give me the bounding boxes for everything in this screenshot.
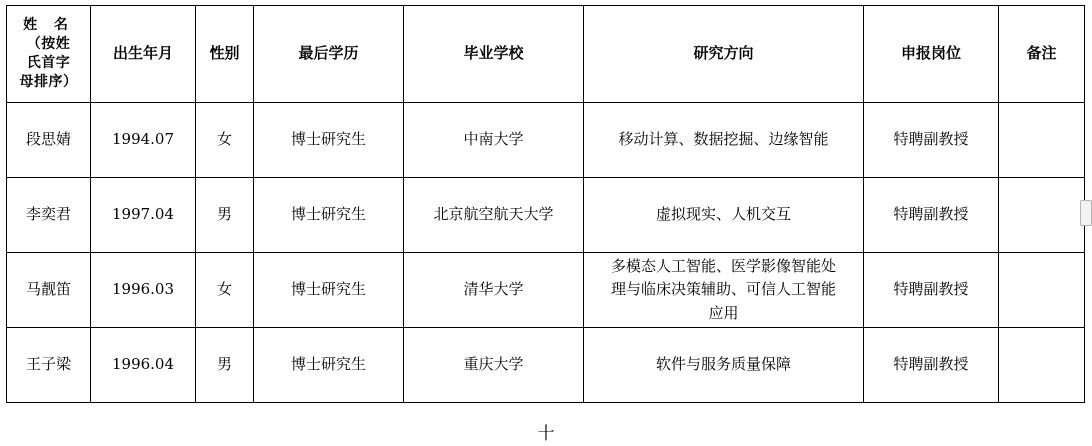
cell-education: 博士研究生 xyxy=(254,328,404,403)
document-page xyxy=(0,5,1092,446)
column-header-gender: 性别 xyxy=(196,6,254,103)
table-row xyxy=(7,328,1085,403)
table-row xyxy=(7,103,1085,178)
table-row xyxy=(7,253,1085,328)
column-header-education: 最后学历 xyxy=(254,6,404,103)
cell-gender: 男 xyxy=(196,178,254,253)
cell-education: 博士研究生 xyxy=(254,103,404,178)
cell-education: 博士研究生 xyxy=(254,253,404,328)
table-header-row xyxy=(7,6,1085,103)
cell-research-line: 多模态人工智能、医学影像智能处 xyxy=(610,257,836,276)
cell-school: 北京航空航天大学 xyxy=(404,178,584,253)
cell-education: 博士研究生 xyxy=(254,178,404,253)
column-header-name-line1: 姓 名 xyxy=(23,17,74,34)
cell-remark xyxy=(999,103,1085,178)
cell-research: 虚拟现实、人机交互 xyxy=(584,178,864,253)
cell-school: 中南大学 xyxy=(404,103,584,178)
column-header-birth: 出生年月 xyxy=(91,6,196,103)
cell-remark xyxy=(999,328,1085,403)
cell-birth: 1996.03 xyxy=(91,253,196,328)
page-number: 十 xyxy=(537,424,555,444)
column-header-remark: 备注 xyxy=(999,6,1085,103)
cell-post: 特聘副教授 xyxy=(864,103,999,178)
cell-research: 软件与服务质量保障 xyxy=(584,328,864,403)
cell-research: 移动计算、数据挖掘、边缘智能 xyxy=(584,103,864,178)
cell-gender: 女 xyxy=(196,103,254,178)
column-header-name-line4: 母排序） xyxy=(19,73,78,90)
cell-name: 李奕君 xyxy=(7,178,91,253)
column-header-research: 研究方向 xyxy=(584,6,864,103)
cell-post: 特聘副教授 xyxy=(864,253,999,328)
cell-post: 特聘副教授 xyxy=(864,178,999,253)
cell-birth: 1994.07 xyxy=(91,103,196,178)
cell-research-line: 应用 xyxy=(708,303,739,322)
cell-birth: 1997.04 xyxy=(91,178,196,253)
cell-gender: 女 xyxy=(196,253,254,328)
cell-remark xyxy=(999,253,1085,328)
scrollbar-thumb[interactable] xyxy=(1080,200,1092,226)
cell-name: 马靓笛 xyxy=(7,253,91,328)
cell-post: 特聘副教授 xyxy=(864,328,999,403)
table-row xyxy=(7,178,1085,253)
applicant-roster-table xyxy=(6,5,1085,403)
column-header-name xyxy=(7,6,91,103)
column-header-school: 毕业学校 xyxy=(404,6,584,103)
cell-remark xyxy=(999,178,1085,253)
cell-birth: 1996.04 xyxy=(91,328,196,403)
column-header-name-line2: （按姓 xyxy=(26,36,71,53)
cell-research-line: 理与临床决策辅助、可信人工智能 xyxy=(610,280,836,299)
column-header-name-line3: 氏首字 xyxy=(26,55,71,71)
cell-school: 重庆大学 xyxy=(404,328,584,403)
cell-name: 王子梁 xyxy=(7,328,91,403)
cell-school: 清华大学 xyxy=(404,253,584,328)
column-header-post: 申报岗位 xyxy=(864,6,999,103)
cell-gender: 男 xyxy=(196,328,254,403)
cell-name: 段思婧 xyxy=(7,103,91,178)
cell-research xyxy=(584,253,864,328)
